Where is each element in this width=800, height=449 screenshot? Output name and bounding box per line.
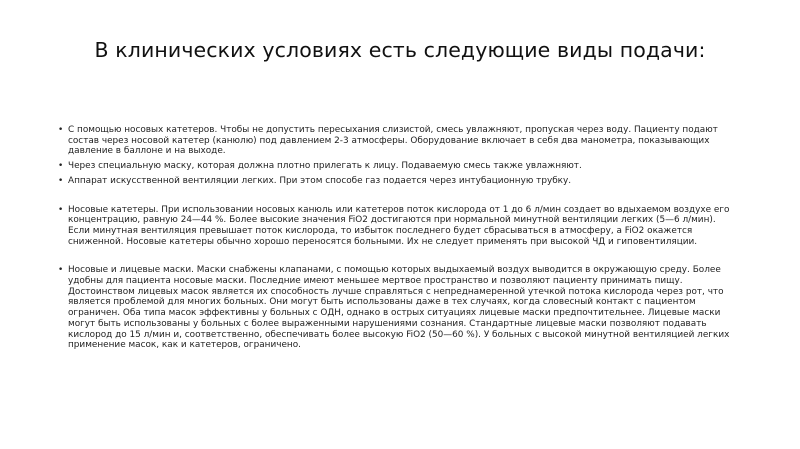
slide-title: В клинических условиях есть следующие виды подачи: bbox=[94, 38, 706, 62]
list-item bbox=[58, 125, 740, 157]
list-item bbox=[58, 205, 740, 248]
bullet-icon: • bbox=[58, 204, 64, 215]
slide-content bbox=[58, 125, 740, 351]
list-item-text: С помощью носовых катетеров. Чтобы не допустить пересыхания слизистой, смесь увлажняют, пропуская через воду. Пациенту подают состав через носовой катетер (канюлю) под давлением 2-3 атмосферы. Оборудование включает в себя два манометра, показывающих давление в баллоне и на выходе. bbox=[68, 125, 718, 157]
bullet-icon: • bbox=[58, 125, 64, 135]
bullet-icon: • bbox=[58, 265, 64, 276]
list-item-text: Через специальную маску, которая должна плотно прилегать к лицу. Подаваемую смесь также увлажняют. bbox=[68, 161, 582, 172]
bullet-icon: • bbox=[58, 175, 64, 186]
list-item bbox=[58, 161, 740, 172]
list-item-text: Носовые и лицевые маски. Маски снабжены клапанами, с помощью которых выдыхаемый воздух выводится в окружающую среду. Более удобны для пациента носовые маски. Последние имеют меньшее мертвое пространство и позволяют пациенту принимать пищу. Достоинством лицевых масок является их способность лучше справляться с непреднамеренной утечкой потока кислорода через рот, что является проблемой для многих больных. Они могут быть использованы даже в тех случаях, когда словесный контакт с пациентом ограничен. Оба типа масок эффективны у больных с ОДН, однако в острых ситуациях лицевые маски предпочтительнее. Лицевые маски могут быть использованы у больных с более выраженными нарушениями сознания. Стандартные лицевые маски позволяют подавать кислород до 15 л/мин и, соответственно, обеспечивать более высокую FiO2 (50—60 %). У больных с высокой минутной вентиляцией легких применение масок, как и катетеров, ограничено. bbox=[68, 265, 730, 351]
list-item bbox=[58, 176, 740, 187]
list-item-text: Аппарат искусственной вентиляции легких. При этом способе газ подается через интубационную трубку. bbox=[68, 175, 572, 186]
list-item-text: Носовые катетеры. При использовании носовых канюль или катетеров поток кислорода от 1 до 6 л/мин создает во вдыхаемом воздухе его концентрацию, равную 24—44 %. Более высокие значения FiO2 достигаются при нормальной минутной вентиляции легких (5—6 л/мин). Если минутная вентиляция превышает поток кислорода, то избыток последнего будет сбрасываться в атмосферу, а FiO2 окажется сниженной. Носовые катетеры обычно хорошо переносятся больными. Их не следует применять при высокой ЧД и гиповентиляции. bbox=[68, 204, 730, 247]
list-item bbox=[58, 265, 740, 351]
bullet-icon: • bbox=[58, 161, 64, 172]
